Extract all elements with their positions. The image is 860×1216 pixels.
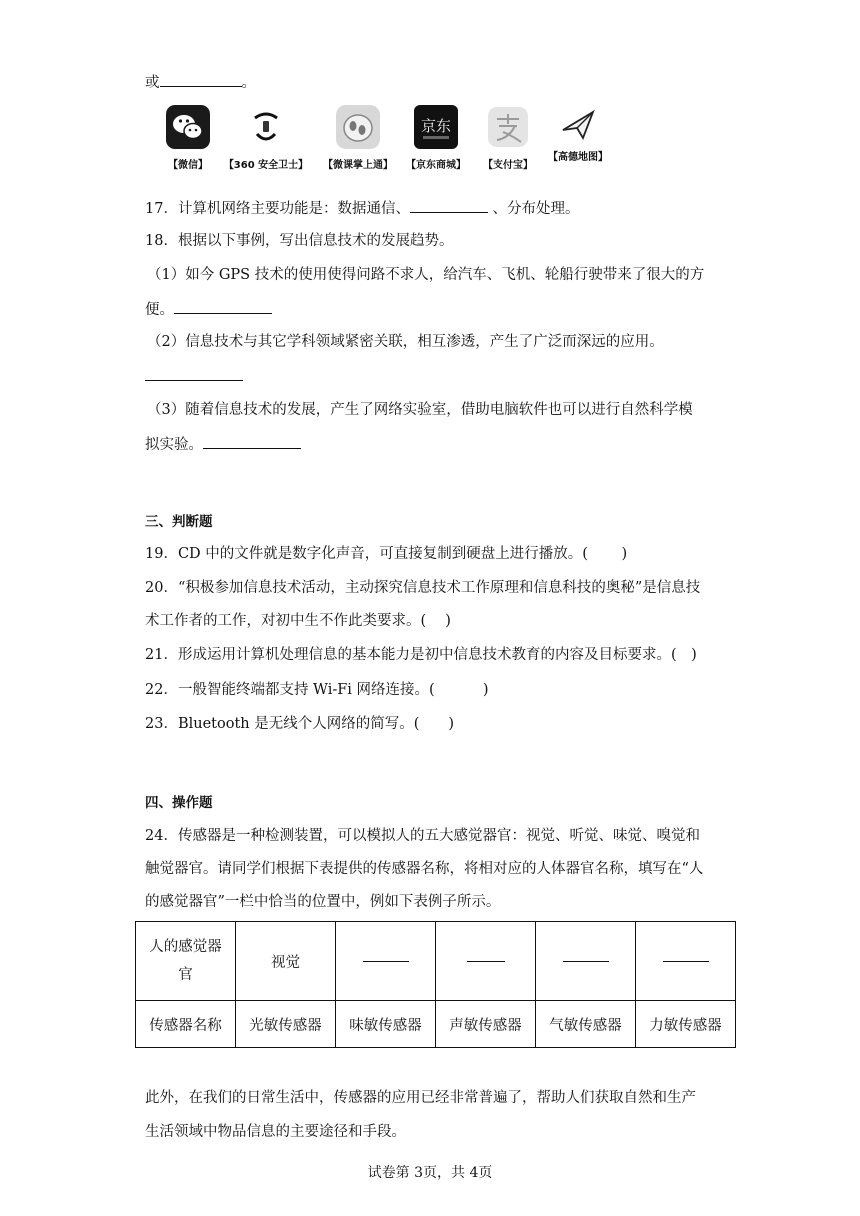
amap-icon <box>532 104 624 144</box>
question-19: 19．CD 中的文件就是数字化声音，可直接复制到硬盘上进行播放。( ) <box>145 546 628 562</box>
q17-prefix: 17．计算机网络主要功能是：数据通信、 <box>145 201 410 217</box>
answer-blank[interactable] <box>363 960 409 962</box>
app-label: 【360 安全卫士】 <box>223 160 309 171</box>
table-row-sensor-names <box>136 1001 736 1048</box>
app-icon-row <box>150 104 610 180</box>
answer-blank[interactable] <box>663 960 709 962</box>
question-21: 21．形成运用计算机处理信息的基本能力是初中信息技术教育的内容及目标要求。( ) <box>145 647 697 663</box>
question-20-line1: 20．“积极参加信息技术活动，主动探究信息技术工作原理和信息科技的奥秘”是信息技 <box>145 580 701 596</box>
sensor-cell: 味敏传感器 <box>336 1001 436 1048</box>
q16-end: 。 <box>241 75 256 91</box>
question-24-line1: 24．传感器是一种检测装置，可以模拟人的五大感觉器官：视觉、听觉、味觉、嗅觉和 <box>145 828 700 844</box>
example-cell-vision: 视觉 <box>236 922 336 1001</box>
question-23: 23．Bluetooth 是无线个人网络的简写。( ) <box>145 716 455 732</box>
q18-part2-answer-blank[interactable] <box>145 366 243 381</box>
app-label: 【高德地图】 <box>548 152 608 163</box>
answer-cell-1[interactable] <box>336 922 436 1001</box>
table-row-sense-organs <box>136 922 736 1001</box>
section-judgment-heading: 三、判断题 <box>145 514 213 530</box>
sensor-cell: 声敏传感器 <box>436 1001 536 1048</box>
q17-suffix: 、分布处理。 <box>487 201 580 217</box>
question-24-line2: 触觉器官。请同学们根据下表提供的传感器名称，将相对应的人体器官名称，填写在“人 <box>145 861 704 877</box>
q18-part3-answer-blank[interactable] <box>203 434 301 449</box>
q18-part2-blank-line <box>145 366 243 387</box>
q18-part1-text: 便。 <box>145 302 174 318</box>
q18-part1-line2 <box>145 299 272 320</box>
app-label: 【微信】 <box>168 160 208 171</box>
q16-answer-blank[interactable] <box>160 72 242 87</box>
answer-cell-4[interactable] <box>636 922 736 1001</box>
q16-tail <box>145 72 256 93</box>
question-18-stem: 18．根据以下事例，写出信息技术的发展趋势。 <box>145 233 454 249</box>
question-17 <box>145 198 580 219</box>
q18-part1-line1: （1）如今 GPS 技术的使用使得问路不求人，给汽车、飞机、轮船行驶带来了很大的方 <box>147 267 705 283</box>
sensor-cell: 气敏传感器 <box>536 1001 636 1048</box>
svg-text:京东: 京东 <box>420 117 452 135</box>
answer-cell-3[interactable] <box>536 922 636 1001</box>
question-24-line3: 的感觉器官”一栏中恰当的位置中，例如下表例子所示。 <box>145 894 501 910</box>
sensor-cell: 光敏传感器 <box>236 1001 336 1048</box>
closing-paragraph-line1: 此外，在我们的日常生活中，传感器的应用已经非常普遍了，帮助人们获取自然和生产 <box>145 1090 696 1106</box>
sensor-table <box>135 921 736 1048</box>
360-security-icon <box>220 104 312 150</box>
header-line2: 官 <box>178 967 193 983</box>
question-22: 22．一般智能终端都支持 Wi-Fi 网络连接。( ) <box>145 682 489 698</box>
q17-answer-blank[interactable] <box>410 198 488 213</box>
answer-cell-2[interactable] <box>436 922 536 1001</box>
app-label: 【微课掌上通】 <box>323 160 393 171</box>
q18-part3-line2 <box>145 434 301 455</box>
q18-part3-line1: （3）随着信息技术的发展，产生了网络实验室，借助电脑软件也可以进行自然科学模 <box>147 402 693 418</box>
question-20-line2: 术工作者的工作，对初中生不作此类要求。( ) <box>145 613 451 629</box>
page-footer: 试卷第 3页，共 4页 <box>367 1165 493 1181</box>
sensor-cell: 力敏传感器 <box>636 1001 736 1048</box>
app-360 <box>220 104 312 171</box>
closing-paragraph-line2: 生活领域中物品信息的主要途径和手段。 <box>145 1124 406 1140</box>
header-sense-organ <box>136 922 236 1001</box>
answer-blank[interactable] <box>563 960 609 962</box>
app-label: 【支付宝】 <box>483 160 533 171</box>
section-operation-heading: 四、操作题 <box>145 795 213 811</box>
app-label: 【京东商城】 <box>406 160 466 171</box>
q16-text: 或 <box>145 75 160 91</box>
header-sensor-name: 传感器名称 <box>136 1001 236 1048</box>
answer-blank[interactable] <box>467 960 505 962</box>
q18-part3-text: 拟实验。 <box>145 437 203 453</box>
header-line1: 人的感觉器 <box>149 939 222 955</box>
app-amap <box>532 104 624 163</box>
q18-part2-line1: （2）信息技术与其它学科领域紧密关联，相互渗透，产生了广泛而深远的应用。 <box>147 334 664 350</box>
q18-part1-answer-blank[interactable] <box>174 299 272 314</box>
